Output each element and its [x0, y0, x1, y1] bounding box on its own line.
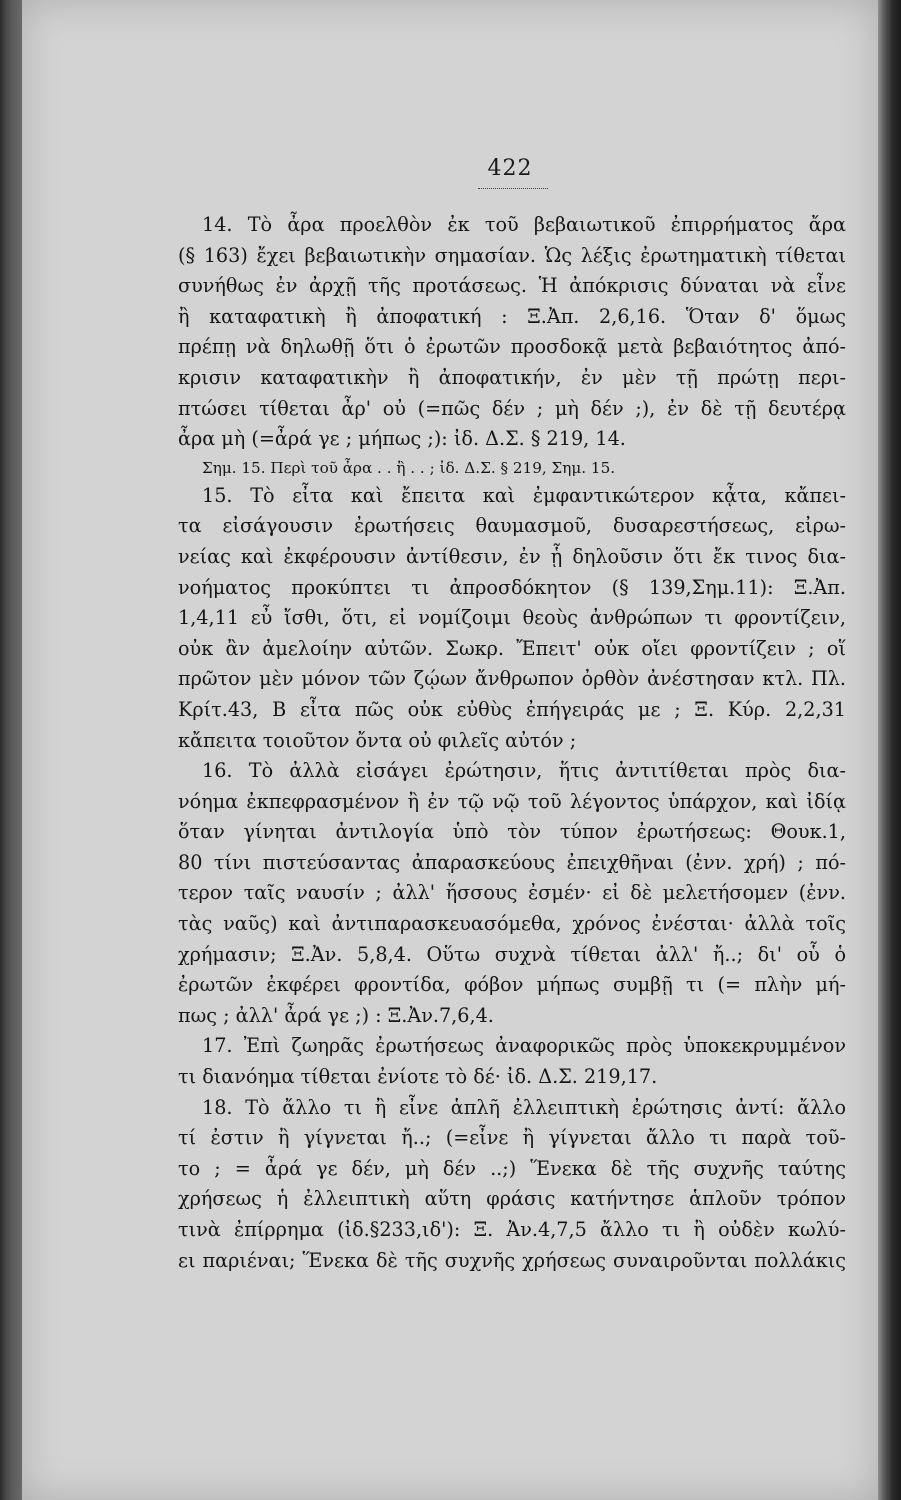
text-line: τερον ταῖς ναυσίν ; ἀλλ' ἥσσους ἐσμέν· εἰ δὲ μελετήσομεν (ἐνν.: [178, 881, 846, 905]
text-line: 18. Τὸ ἄλλο τι ἢ εἶνε ἁπλῆ ἐλλειπτικὴ ἐρώτησις ἀντί: ἄλλο: [202, 1095, 846, 1119]
body-text: [178, 210, 846, 1276]
text-line: ἢ καταφατικὴ ἢ ἀποφατική : Ξ.Ἀπ. 2,6,16. Ὅταν δ' ὅμως: [178, 304, 846, 328]
text-line: πως ; ἀλλ' ἆρά γε ;) : Ξ.Ἀν.7,6,4.: [178, 1003, 494, 1027]
text-line: πρῶτον μὲν μόνον τῶν ζῴων ἄνθρωπον ὀρθὸν ἀνέστησαν κτλ. Πλ.: [178, 667, 846, 691]
text-line: πτώσει τίθεται ἆρ' οὐ (=πῶς δέν ; μὴ δέν ;), ἐν δὲ τῇ δευτέρᾳ: [178, 396, 846, 420]
text-line: ει παριέναι; Ἕνεκα δὲ τῆς συχνῆς χρήσεως συναιροῦνται πολλάκις: [178, 1248, 846, 1272]
text-line: ἐρωτῶν ἐκφέρει φροντίδα, φόβον μήπως συμβῇ τι (= πλὴν μή-: [178, 973, 846, 997]
text-line: οὐκ ἂν ἀμελοίην αὐτῶν. Σωκρ. Ἔπειτ' οὐκ οἴει φροντίζειν ; οἵ: [178, 636, 846, 660]
text-line: ἆρα μὴ (=ἆρά γε ; μήπως ;): ἰδ. Δ.Σ. § 219, 14.: [178, 427, 626, 451]
text-line: νείας καὶ ἐκφέρουσιν ἀντίθεσιν, ἐν ᾗ δηλοῦσιν ὅτι ἔκ τινος δια-: [178, 544, 846, 568]
text-line: τι διανόημα τίθεται ἐνίοτε τὸ δέ· ἰδ. Δ.Σ. 219,17.: [178, 1065, 658, 1089]
text-line: 80 τίνι πιστεύσαντας ἀπαρασκεύους ἐπειχθῆναι (ἐνν. χρή) ; πό-: [178, 850, 846, 874]
text-line: κρισιν καταφατικὴν ἢ ἀποφατικήν, ἐν μὲν τῇ πρώτῃ περι-: [178, 365, 846, 389]
text-line: πρέπῃ νὰ δηλωθῇ ὅτι ὁ ἐρωτῶν προσδοκᾷ μετὰ βεβαιότητος ἀπό-: [178, 335, 846, 359]
text-line: 15. Τὸ εἶτα καὶ ἔπειτα καὶ ἐμφαντικώτερον κᾆτα, κἄπει-: [202, 483, 846, 507]
text-line: (§ 163) ἔχει βεβαιωτικὴν σημασίαν. Ὡς λέξις ἐρωτηματικὴ τίθεται: [178, 243, 846, 267]
text-line: 14. Τὸ ἆρα προελθὸν ἐκ τοῦ βεβαιωτικοῦ ἐπιρρήματος ἄρα: [202, 213, 846, 236]
page-number-rule: [478, 188, 548, 189]
text-line: κἄπειτα τοιοῦτον ὄντα οὐ φιλεῖς αὐτόν ;: [178, 728, 577, 752]
text-line: χρήσεως ἡ ἐλλειπτικὴ αὕτη φράσις κατήντησε ἁπλοῦν τρόπον: [178, 1187, 846, 1211]
text-line: 16. Τὸ ἀλλὰ εἰσάγει ἐρώτησιν, ἥτις ἀντιτίθεται πρὸς δια-: [202, 759, 846, 783]
page-edge-shadow: [878, 0, 901, 1500]
text-line: τα εἰσάγουσιν ἐρωτήσεις θαυμασμοῦ, δυσαρεστήσεως, εἰρω-: [178, 514, 846, 538]
text-line: συνήθως ἐν ἀρχῇ τῆς προτάσεως. Ἡ ἀπόκρισις δύναται νὰ εἶνε: [178, 274, 846, 298]
text-line: χρήμασιν; Ξ.Ἀν. 5,8,4. Οὕτω συχνὰ τίθεται ἀλλ' ἤ..; δι' οὗ ὁ: [178, 942, 846, 966]
text-line: νοήματος προκύπτει τι ἀπροσδόκητον (§ 139,Σημ.11): Ξ.Ἀπ.: [178, 575, 846, 599]
text-line: ὅταν γίνηται ἀντιλογία ὑπὸ τὸν τύπον ἐρωτήσεως: Θουκ.1,: [178, 820, 846, 844]
page-number: 422: [487, 156, 533, 181]
text-line: τὰς ναῦς) καὶ ἀντιπαρασκευασόμεθα, χρόνος ἐνέσται· ἀλλὰ τοῖς: [178, 912, 846, 936]
text-line: 1,4,11 εὖ ἴσθι, ὅτι, εἰ νομίζοιμι θεοὺς ἀνθρώπων τι φροντίζειν,: [178, 606, 846, 630]
text-line: Κρίτ.43, Β εἶτα πῶς οὐκ εὐθὺς ἐπήγειράς με ; Ξ. Κύρ. 2,2,31: [178, 697, 846, 721]
text-line: τινὰ ἐπίρρημα (ἰδ.§233,ιδ'): Ξ. Ἀν.4,7,5 ἄλλο τι ἢ οὐδὲν κωλύ-: [178, 1218, 846, 1241]
text-line: νόημα ἐκπεφρασμένον ἢ ἐν τῷ νῷ τοῦ λέγοντος ὑπάρχον, καὶ ἰδίᾳ: [178, 789, 846, 813]
text-line: τί ἐστιν ἢ γίγνεται ἤ..; (=εἶνε ἢ γίγνεται ἄλλο τι παρὰ τοῦ-: [178, 1126, 846, 1150]
note-line: Σημ. 15. Περὶ τοῦ ἆρα . . ἢ . . ; ἰδ. Δ.Σ. § 219, Σημ. 15.: [202, 458, 616, 477]
text-line: 17. Ἐπὶ ζωηρᾶς ἐρωτήσεως ἀναφορικῶς πρὸς ὑποκεκρυμμένον: [202, 1034, 846, 1058]
text-line: το ; = ἆρά γε δέν, μὴ δέν ..;) Ἕνεκα δὲ τῆς συχνῆς ταύτης: [178, 1156, 846, 1180]
